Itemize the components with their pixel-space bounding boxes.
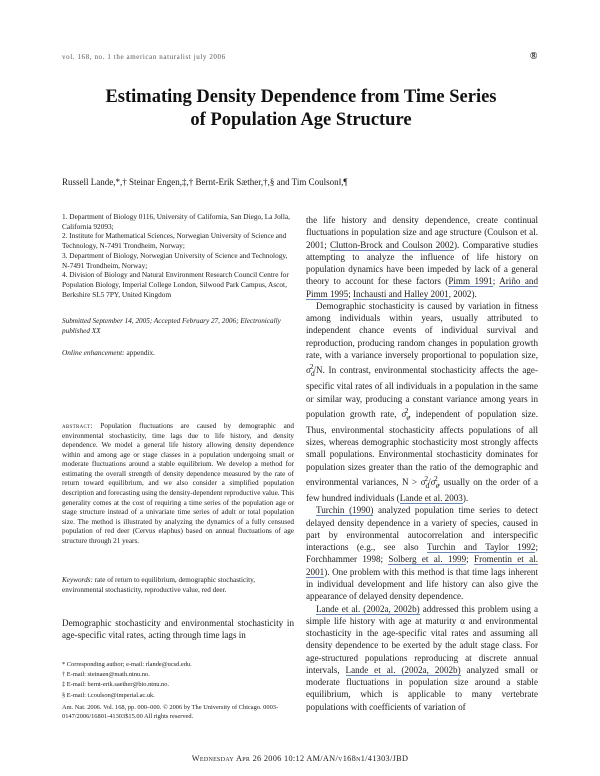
citation-info: Am. Nat. 2006. Vol. 168, pp. 000–000. © 2006 by The University of Chicago. 0003-0147/2006/16801-41303$15.00 All rights reserved. — [62, 703, 279, 720]
citation-link[interactable]: Lande et al. (2002a, 2002b) — [316, 603, 420, 614]
article-title — [60, 86, 542, 132]
intro-paragraph: Demographic stochasticity and environmental stochasticity in age-specific vital rates, acting through time lags in — [62, 618, 294, 641]
affiliation-item: 1. Department of Biology 0116, University of California, San Diego, La Jolla, California 92093; — [62, 212, 290, 231]
page-footer: Wednesday Apr 26 2006 10:12 AM/AN/v168n1/41303/JBD — [191, 754, 409, 763]
affiliation-item: 3. Department of Biology, Norwegian University of Science and Technology, N-7491 Trondheim, Norway; — [62, 250, 288, 270]
enhancement-label: Online enhancement: — [62, 348, 125, 357]
citation-link[interactable]: Solberg et al. 1999 — [388, 554, 467, 565]
citation-link[interactable]: Fromentin et al. 2001 — [306, 554, 538, 577]
citation-link[interactable]: Inchausti and Halley 2001 — [353, 288, 449, 299]
affiliation-item: 4. Division of Biology and Natural Environment Research Council Centre for Population Biology, Imperial College London, Silwood Park Campus, Ascot, Berkshire SL5 7PY, United Kingdom — [62, 270, 289, 299]
title-line-1: Estimating Density Dependence from Time Series — [105, 87, 497, 107]
keywords — [62, 576, 294, 595]
footnote: † E-mail: steinaen@math.ntnu.no. — [62, 671, 150, 679]
footnote: * Corresponding author; e-mail: rlande@ucsd.edu. — [62, 661, 192, 668]
online-enhancement — [62, 348, 294, 357]
abstract-text: Population fluctuations are caused by demographic and environmental stochasticity, time lags due to life history, and density dependence. We model a general life history allowing density dependence within and among age or stage classes in a population undergoing small or moderate fluctuations around a stable equilibrium. We develop a method for estimating the overall strength of density dependence measured by the rate of return toward equilibrium, and we also consider a simplified population description and forecasting using the density-dependent reproductive value. This generality comes at the cost of requiring a time series of the population age or stage structure instead of a univariate time series of adult or total population size. The method is illustrated by analyzing the dynamics of a fully censused population of red deer (Cervus elaphus) based on annual fluctuations of age structure through 21 years. — [62, 422, 295, 545]
abstract — [62, 422, 294, 547]
abstract-label: abstract: — [62, 422, 93, 430]
registered-mark-icon: ® — [529, 51, 538, 62]
footnote: § E-mail: t.coulson@imperial.ac.uk. — [62, 691, 155, 699]
citation-link[interactable]: Ariño and Pimm 1995 — [306, 276, 538, 299]
title-line-2: of Population Age Structure — [190, 110, 412, 130]
citation-link[interactable]: Lande et al. 2003 — [399, 493, 463, 504]
footnote: ‡ E-mail: bernt-erik.saether@bio.ntnu.no. — [62, 681, 170, 689]
affiliations — [62, 212, 294, 299]
citation-link[interactable]: Turchin (1990) — [316, 505, 374, 516]
keywords-text: rate of return to equilibrium, demographic stochasticity, environmental stochasticity, reproductive value, red deer. — [62, 576, 256, 594]
running-header — [62, 53, 538, 61]
citation-link[interactable]: Turchin and Taylor 1992 — [426, 542, 536, 553]
paragraph-1: the life history and density dependence, create continual fluctuations in population size and age structure (Coulson et al. 2001; Clutton-Brock and Coulson 2002). Comparative studies attempting to analyze the influence of life history on population dynamics have been impeded by lack of a general theory to account for these factors (Pimm 1991; Ariño and Pimm 1995; Inchausti and Halley 2001, 2002). — [306, 215, 538, 299]
citation-link[interactable]: Clutton-Brock and Coulson 2002 — [329, 239, 454, 250]
citation-link[interactable]: Pimm 1991 — [448, 276, 493, 287]
author-list: Russell Lande,*,† Steinar Engen,‡,† Bernt-Erik Sæther,†,§ and Tim Coulson‖,¶ — [62, 177, 348, 187]
keywords-label: Keywords: — [62, 576, 93, 584]
submission-dates: Submitted September 14, 2005; Accepted February 27, 2006; Electronically published XX — [62, 317, 281, 335]
footnotes — [62, 660, 294, 721]
paragraph-2: Demographic stochasticity is caused by variation in fitness among individuals within years, usually attributed to independent chance events of individual survival and reproduction, producing random changes in population growth rate, with a variance inversely proportional to population size, $\sigma_d^2/N$. In contrast, environmental stochasticity affects the age-specific vital rates of all individuals in a population in the same or similar way, producing a constant variance among years in population growth rate, $\sigma_e^2$, independent of population size. Thus, environmental stochasticity affects populations of all sizes, whereas demographic stochasticity most strongly affects small populations. Environmental stochasticity dominates for population sizes greater than the ratio of the demographic and environmental variances, $N > \sigma_d^2/\sigma_e^2$, usually on the order of a few hundred individuals (Lande et al. 2003). — [306, 300, 539, 504]
running-header-text: vol. 168, no. 1 the american naturalist july 2006 — [62, 53, 226, 61]
affiliation-item: 2. Institute for Mathematical Sciences, Norwegian University of Science and Technology, N-7491 Trondheim, Norway; — [62, 231, 287, 251]
citation-link[interactable]: Lande et al. (2002a, 2002b) — [345, 664, 461, 675]
paragraph-3: Turchin (1990) analyzed population time series to detect delayed density dependence in a variety of species, caused in part by environmental autocorrelation and interspecific interactions (e.g., see also Turchin and Taylor 1992; Forchhammer 1998; Solberg et al. 1999; Fromentin et al. 2001). One problem with this method is that time lags inherent in individual development and life history can also give the appearance of delayed density dependence. — [306, 505, 539, 602]
enhancement-value: appendix. — [126, 348, 156, 357]
right-column — [306, 214, 538, 713]
paragraph-4: Lande et al. (2002a, 2002b) addressed this problem using a simple life history with age at maturity α and environmental stochasticity in the age-specific vital rates and assuming all density dependence to be exerted by the adult stage class. For age-structured populations reproducing at discrete annual intervals, Lande et al. (2002a, 2002b) analyzed small or moderate fluctuations in population size around a stable equilibrium, which is applicable to many vertebrate populations with coefficients of variation of — [306, 603, 538, 712]
